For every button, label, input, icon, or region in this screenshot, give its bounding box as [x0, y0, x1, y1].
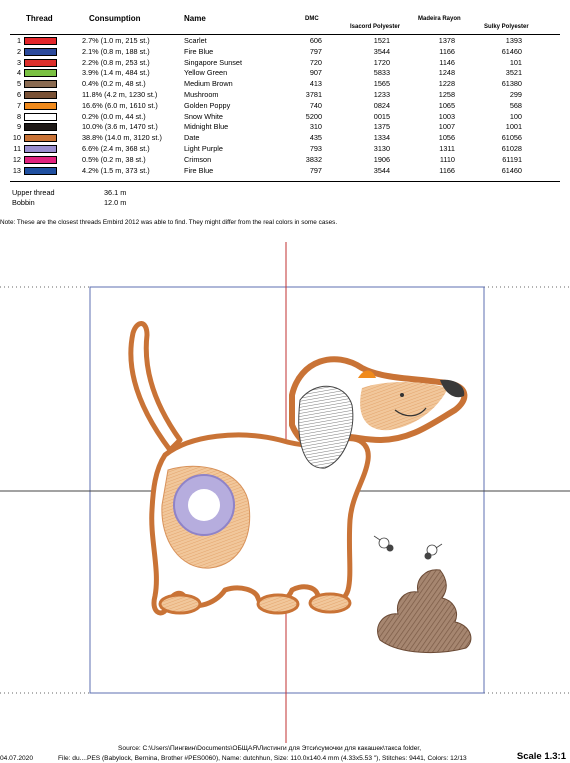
dog-paw-3 — [310, 594, 350, 612]
cell-isacord: 1720 — [373, 57, 390, 67]
cell-dmc: 413 — [309, 79, 322, 89]
cell-isacord: 1375 — [373, 122, 390, 132]
cell-dmc: 5200 — [305, 111, 322, 121]
cell-isacord: 1565 — [373, 79, 390, 89]
cell-n: 13 — [12, 165, 21, 175]
dog-eye — [400, 393, 404, 397]
cell-consumption: 6.6% (2.4 m, 368 st.) — [82, 144, 150, 153]
cell-sulky: 61460 — [501, 46, 522, 56]
cell-isacord: 3544 — [373, 165, 390, 175]
cell-name: Snow White — [184, 111, 223, 121]
cell-n: 5 — [16, 79, 21, 89]
cell-consumption: 2.7% (1.0 m, 215 st.) — [82, 36, 150, 45]
cell-isacord: 1906 — [373, 154, 390, 164]
header-sulky: Sulky Polyester — [484, 24, 529, 30]
cell-isacord: 0824 — [373, 100, 390, 110]
cell-name: Midnight Blue — [184, 122, 229, 132]
note-text: Note: These are the closest threads Embird 2012 was able to find. They might differ from the real colors in some cases. — [0, 219, 338, 226]
cell-dmc: 435 — [309, 133, 322, 143]
cell-madeira: 1065 — [438, 100, 455, 110]
cell-madeira: 1248 — [438, 68, 455, 78]
cell-sulky: 61460 — [501, 165, 522, 175]
upper-thread-label: Upper thread — [12, 188, 55, 197]
cell-dmc: 310 — [309, 122, 322, 132]
poo-pile — [378, 570, 471, 653]
cell-sulky: 100 — [509, 111, 522, 121]
cell-madeira: 1311 — [439, 144, 455, 153]
cell-name: Medium Brown — [184, 79, 233, 89]
cell-madeira: 1258 — [438, 90, 455, 99]
cell-n: 12 — [12, 154, 21, 164]
dog-paw-2 — [258, 595, 298, 613]
cell-madeira: 1146 — [439, 57, 455, 67]
cell-n: 6 — [16, 90, 21, 99]
cell-n: 8 — [16, 111, 21, 121]
cell-n: 4 — [16, 68, 21, 78]
cell-name: Date — [184, 133, 200, 143]
cell-madeira: 1110 — [439, 154, 455, 164]
cell-isacord: 1334 — [373, 133, 390, 143]
cell-sulky: 101 — [509, 57, 522, 67]
cell-consumption: 4.2% (1.5 m, 373 st.) — [82, 165, 150, 175]
cell-isacord: 1521 — [373, 36, 390, 45]
footer-date: 04.07.2020 — [0, 755, 34, 762]
cell-sulky: 568 — [509, 100, 522, 110]
cell-madeira: 1166 — [439, 165, 455, 175]
cell-consumption: 3.9% (1.4 m, 484 st.) — [82, 68, 150, 78]
cell-isacord: 3544 — [373, 46, 390, 56]
cell-consumption: 2.2% (0.8 m, 253 st.) — [82, 57, 150, 67]
dog-hip-circle-inner — [188, 489, 220, 521]
cell-dmc: 606 — [309, 36, 322, 45]
fly-1 — [374, 536, 394, 552]
cell-consumption: 11.8% (4.2 m, 1230 st.) — [82, 90, 158, 99]
cell-dmc: 907 — [309, 68, 322, 78]
cell-madeira: 1003 — [438, 111, 455, 121]
cell-isacord: 5833 — [373, 68, 390, 78]
cell-consumption: 10.0% (3.6 m, 1470 st.) — [82, 122, 158, 132]
fly-2 — [425, 544, 443, 560]
cell-n: 7 — [16, 100, 21, 110]
cell-sulky: 61380 — [501, 79, 522, 89]
cell-name: Fire Blue — [184, 165, 214, 175]
dog-paw-1 — [160, 595, 200, 613]
cell-sulky: 61056 — [501, 133, 522, 143]
cell-isacord: 1233 — [373, 90, 390, 99]
cell-dmc: 3781 — [305, 90, 322, 99]
cell-madeira: 1166 — [439, 46, 455, 56]
upper-thread-value: 36.1 m — [104, 188, 127, 197]
cell-dmc: 797 — [309, 165, 322, 175]
cell-consumption: 38.8% (14.0 m, 3120 st.) — [82, 133, 162, 143]
cell-name: Mushroom — [184, 90, 219, 99]
cell-name: Crimson — [184, 154, 212, 164]
cell-consumption: 2.1% (0.8 m, 188 st.) — [82, 46, 150, 56]
cell-name: Scarlet — [184, 36, 207, 45]
scale-label: Scale 1.3:1 — [516, 751, 566, 762]
footer-source: Source: C:\Users\Пингвин\Documents\ОБЩАЯ\Листинги для Этси\сумочки для какашек\такса folder, — [118, 745, 422, 752]
cell-sulky: 1001 — [505, 122, 522, 132]
bobbin-label: Bobbin — [12, 198, 35, 207]
header-isacord: Isacord Polyester — [350, 24, 401, 30]
cell-n: 9 — [16, 122, 21, 132]
cell-n: 2 — [16, 46, 21, 56]
bobbin-value: 12.0 m — [104, 198, 127, 207]
header-name: Name — [184, 14, 206, 23]
dog-tail — [131, 323, 180, 450]
cell-madeira: 1228 — [438, 79, 455, 89]
cell-n: 1 — [16, 36, 21, 45]
header-consumption: Consumption — [89, 14, 141, 23]
cell-n: 11 — [13, 144, 21, 153]
cell-sulky: 61028 — [501, 144, 522, 153]
cell-sulky: 299 — [509, 90, 522, 99]
cell-sulky: 1393 — [505, 36, 522, 45]
footer-file: File: du....PES (Babylock, Bernina, Brother #PES0060), Name: dutchhun, Size: 110.0x140.4 mm (4.33x5.53 "), Stitches: 9441, Colors: 12/13 — [58, 755, 467, 762]
cell-madeira: 1378 — [438, 36, 455, 45]
cell-dmc: 793 — [309, 144, 322, 153]
cell-dmc: 3832 — [305, 154, 322, 164]
cell-madeira: 1056 — [438, 133, 455, 143]
cell-isacord: 3130 — [373, 144, 390, 153]
cell-consumption: 0.4% (0.2 m, 48 st.) — [82, 79, 146, 89]
cell-consumption: 0.2% (0.0 m, 44 st.) — [82, 111, 146, 121]
header-madeira: Madeira Rayon — [418, 16, 461, 22]
cell-name: Fire Blue — [184, 46, 214, 56]
cell-dmc: 720 — [309, 57, 322, 67]
cell-name: Light Purple — [184, 144, 223, 153]
header-thread: Thread — [26, 14, 53, 23]
cell-name: Yellow Green — [184, 68, 228, 78]
cell-name: Singapore Sunset — [184, 57, 243, 67]
cell-sulky: 3521 — [505, 68, 522, 78]
cell-n: 10 — [12, 133, 21, 143]
header-dmc: DMC — [305, 16, 319, 22]
cell-n: 3 — [16, 57, 21, 67]
cell-consumption: 16.6% (6.0 m, 1610 st.) — [82, 100, 158, 110]
cell-consumption: 0.5% (0.2 m, 38 st.) — [82, 154, 146, 164]
cell-isacord: 0015 — [373, 111, 390, 121]
cell-madeira: 1007 — [438, 122, 455, 132]
cell-name: Golden Poppy — [184, 100, 231, 110]
cell-sulky: 61191 — [502, 154, 522, 164]
cell-dmc: 797 — [309, 46, 322, 56]
cell-dmc: 740 — [309, 100, 322, 110]
